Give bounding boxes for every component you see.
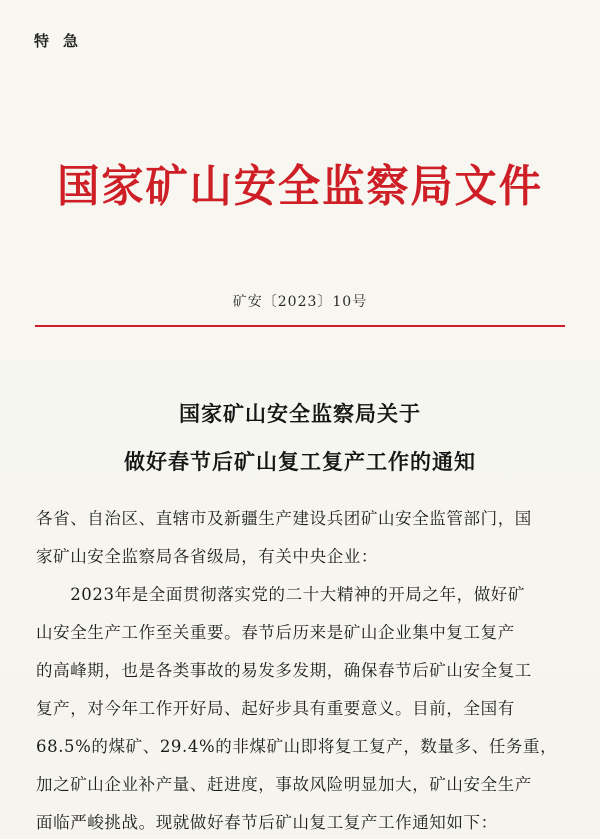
- body-line-8: 加之矿山企业补产量、赶进度，事故风险明显加大，矿山安全生产: [36, 775, 532, 794]
- body-line-1: 各省、自治区、直辖市及新疆生产建设兵团矿山安全监管部门，国: [36, 509, 532, 528]
- body-line-9: 面临严峻挑战。现就做好春节后矿山复工复产工作通知如下：: [36, 813, 498, 832]
- document-number: 矿安〔2023〕10号: [232, 294, 368, 310]
- urgency-label: 特急: [34, 32, 93, 50]
- red-divider-line: [35, 325, 565, 327]
- notice-title-line-2: 做好春节后矿山复工复产工作的通知: [124, 449, 476, 474]
- body-line-3: 2023年是全面贯彻落实党的二十大精神的开局之年，做好矿: [36, 585, 525, 604]
- body-line-2: 家矿山安全监察局各省级局，有关中央企业：: [36, 547, 378, 566]
- issuer-heading: 国家矿山安全监察局文件: [57, 161, 543, 212]
- body-line-5: 的高峰期，也是各类事故的易发多发期，确保春节后矿山安全复工: [36, 661, 532, 680]
- body-line-4: 山安全生产工作至关重要。春节后历来是矿山企业集中复工复产: [36, 623, 515, 642]
- notice-title-line-1: 国家矿山安全监察局关于: [179, 401, 421, 426]
- body-line-6: 复产，对今年工作开好局、起好步具有重要意义。目前，全国有: [36, 699, 515, 718]
- body-line-7: 68.5%的煤矿、29.4%的非煤矿山即将复工复产，数量多、任务重，: [36, 737, 558, 756]
